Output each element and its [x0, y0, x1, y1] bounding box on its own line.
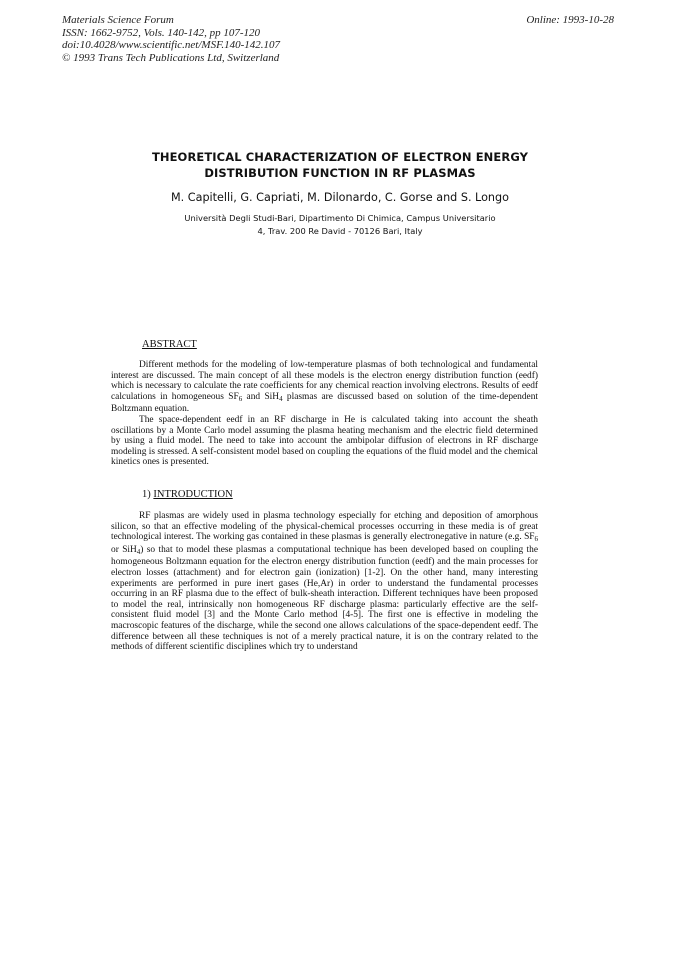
online-date: Online: 1993-10-28 [526, 14, 614, 26]
doi-line[interactable]: doi:10.4028/www.scientific.net/MSF.140-142.107 [62, 39, 281, 51]
introduction-title: INTRODUCTION [153, 489, 233, 500]
copyright-line: © 1993 Trans Tech Publications Ltd, Switzerland [62, 51, 280, 64]
abstract-body [111, 360, 538, 468]
abstract-paragraph-1: Different methods for the modeling of low-temperature plasmas of both technological and fundamental interest are discussed. The main concept of all these models is the electron energy distribution function (eedf) which is necessary to calculate the rate coefficients for any chemical reaction involving electrons. Results of eedf calculations in homogeneous $SF_6$ and SiH$_4$ plasmas are discussed based on solution of the time-dependent Boltzmann equation. [111, 360, 538, 415]
paper-title [110, 149, 570, 181]
journal-name: Materials Science Forum [62, 14, 174, 26]
journal-header [62, 14, 280, 64]
author-list: M. Capitelli, G. Capriati, M. Dilonardo, C. Gorse and S. Longo [171, 191, 509, 204]
issn-line: ISSN: 1662-9752, Vols. 140-142, pp 107-120 [62, 26, 260, 39]
title-line-1: THEORETICAL CHARACTERIZATION OF ELECTRON ENERGY [151, 150, 529, 164]
introduction-paragraph-1: RF plasmas are widely used in plasma technology especially for etching and deposition of amorphous silicon, so that an effective modeling of the physical-chemical processes occurring in these media is of great technological interest. The working gas contained in these plasmas is generally electronegative in nature (e.g. $SF_6$ or SiH$_4$) so that to model these plasmas a computational technique has been developed based on coupling the homogeneous Boltzmann equation for the electron energy distribution function (eedf) and the main processes for electron losses (attachment) and for electron gain (ionization) [1-2]. On the other hand, many interesting experiments are performed in pure inert gases (He,Ar) in order to understand the fundamental processes occurring in an RF plasma due to the effect of bulk-sheath interaction. Different techniques have been proposed to model the real, intrinsically non homogeneous RF discharge plasma: particularly effective are the self-consistent fluid model [3] and the Monte Carlo method [4-5]. The first one is effective in modeling the macroscopic features of the discharge, while the second one allows calculations of the space-dependent eedf. The difference between all these techniques is not of a merely practical nature, it is on the contrary related to the methods of different scientific disciplines which try to understand [111, 511, 538, 653]
introduction-body [111, 511, 538, 653]
abstract-paragraph-2: The space-dependent eedf in an RF discharge in He is calculated taking into account the sheath oscillations by a Monte Carlo model assuming the plasma heating mechanism and the electric field determined by using a fluid model. The need to take into account the ambipolar diffusion of electrons in RF discharge modeling is stressed. A self-consistent model based on coupling the equations of the fluid model and the chemical kinetics ones is presented. [111, 414, 538, 468]
abstract-heading: ABSTRACT [142, 339, 197, 350]
title-line-2: DISTRIBUTION FUNCTION IN RF PLASMAS [204, 166, 476, 180]
affiliation [110, 212, 570, 237]
affiliation-line-1: Università Degli Studi-Bari, Dipartimento Di Chimica, Campus Universitario [184, 213, 496, 223]
affiliation-line-2: 4, Trav. 200 Re David - 70126 Bari, Italy [257, 225, 423, 236]
introduction-heading [142, 489, 233, 500]
section-number: 1) [142, 489, 154, 500]
